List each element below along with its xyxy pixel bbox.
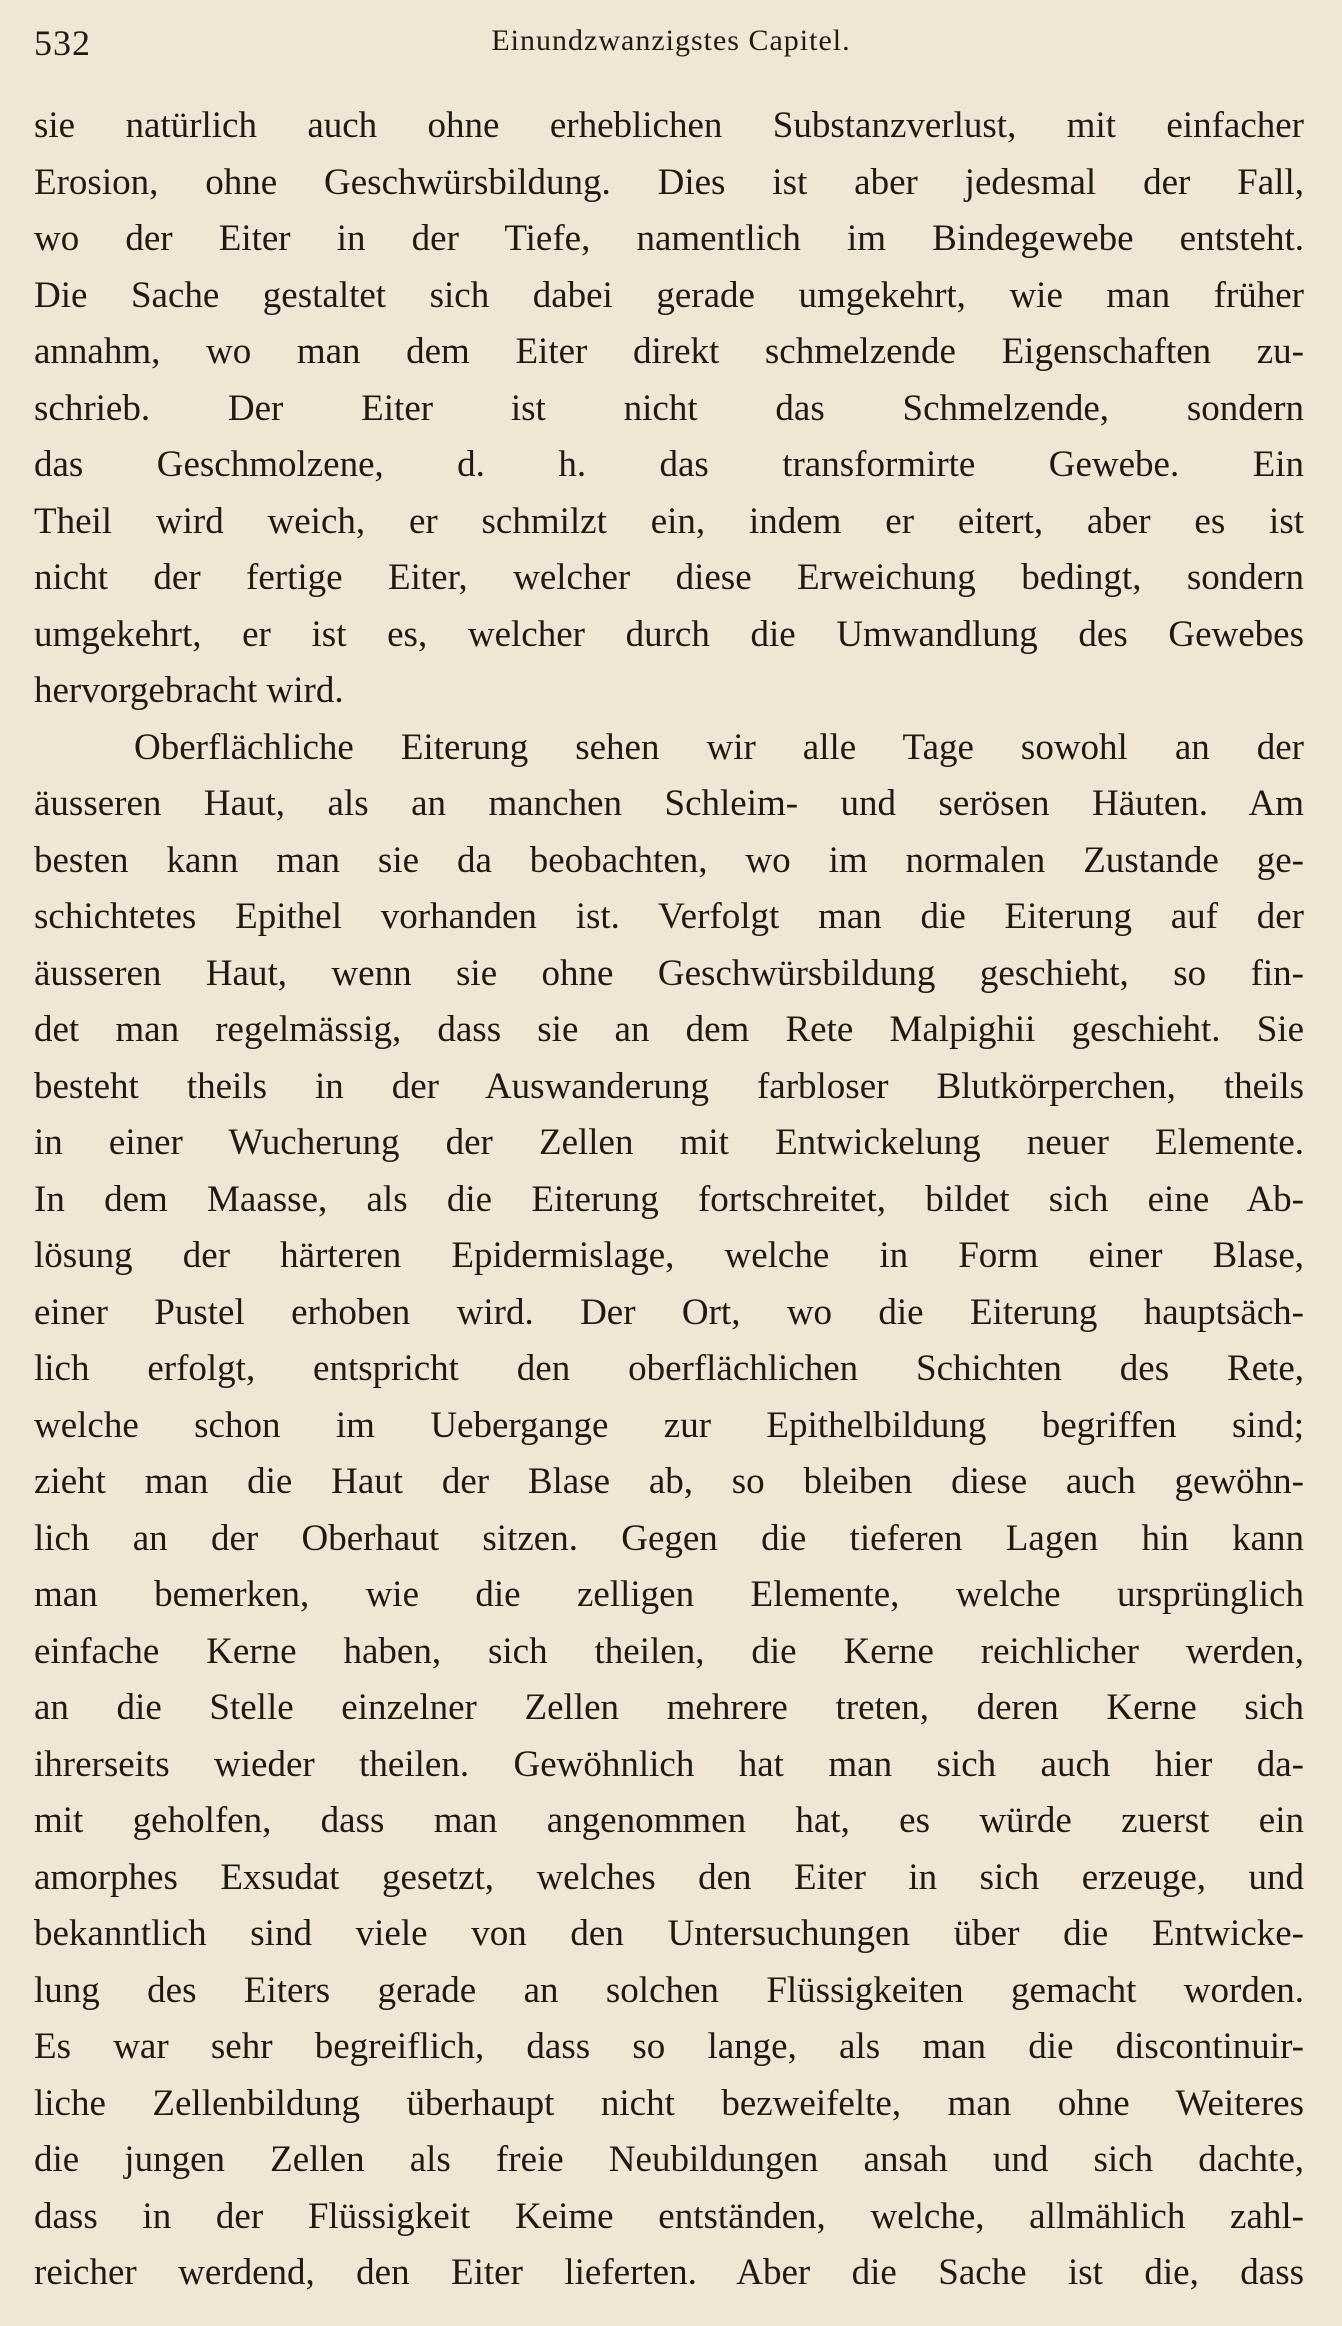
text-line: Die Sache gestaltet sich dabei gerade umgekehrt, wie man früher	[34, 274, 1304, 316]
text-line: schichtetes Epithel vorhanden ist. Verfolgt man die Eiterung auf der	[34, 896, 1304, 937]
running-title: Einundzwanzigstes Capitel.	[491, 24, 851, 57]
text-line: besteht theils in der Auswanderung farbloser Blutkörperchen, theils	[34, 1065, 1304, 1107]
page-number: 532	[34, 23, 91, 63]
text-line: zieht man die Haut der Blase ab, so bleiben diese auch gewöhn-	[34, 1461, 1304, 1502]
text-line: In dem Maasse, als die Eiterung fortschreitet, bildet sich eine Ab-	[34, 1178, 1304, 1220]
text-line: welche schon im Uebergange zur Epithelbildung begriffen sind;	[34, 1404, 1304, 1446]
text-line: einfache Kerne haben, sich theilen, die Kerne reichlicher werden,	[34, 1630, 1304, 1672]
text-line: nicht der fertige Eiter, welcher diese Erweichung bedingt, sondern	[34, 557, 1304, 598]
text-line: bekanntlich sind viele von den Untersuchungen über die Entwicke-	[34, 1913, 1304, 1954]
text-line: äusseren Haut, als an manchen Schleim- und serösen Häuten. Am	[34, 783, 1304, 824]
text-line: besten kann man sie da beobachten, wo im normalen Zustande ge-	[34, 839, 1304, 881]
text-line: in einer Wucherung der Zellen mit Entwickelung neuer Elemente.	[34, 1122, 1304, 1163]
text-line: Es war sehr begreiflich, dass so lange, als man die discontinuir-	[34, 2026, 1304, 2067]
text-line: Erosion, ohne Geschwürsbildung. Dies ist aber jedesmal der Fall,	[34, 161, 1304, 203]
text-line: ihrerseits wieder theilen. Gewöhnlich hat man sich auch hier da-	[34, 1743, 1304, 1785]
text-line: dass in der Flüssigkeit Keime entständen, welche, allmählich zahl-	[34, 2195, 1304, 2237]
text-line: liche Zellenbildung überhaupt nicht bezweifelte, man ohne Weiteres	[34, 2082, 1304, 2124]
body-text	[34, 98, 1304, 2302]
text-line: äusseren Haut, wenn sie ohne Geschwürsbildung geschieht, so fin-	[34, 952, 1304, 994]
text-line: die jungen Zellen als freie Neubildungen ansah und sich dachte,	[34, 2139, 1304, 2180]
text-line: Oberflächliche Eiterung sehen wir alle Tage sowohl an der	[134, 726, 1304, 768]
text-line: lich erfolgt, entspricht den oberflächlichen Schichten des Rete,	[34, 1348, 1304, 1389]
text-line: das Geschmolzene, d. h. das transformirte Gewebe. Ein	[34, 444, 1304, 485]
text-line: mit geholfen, dass man angenommen hat, es würde zuerst ein	[34, 1800, 1304, 1841]
text-line: wo der Eiter in der Tiefe, namentlich im Bindegewebe entsteht.	[34, 218, 1304, 259]
page-header	[34, 12, 1308, 72]
text-line: amorphes Exsudat gesetzt, welches den Eiter in sich erzeuge, und	[34, 1856, 1304, 1898]
text-line: lich an der Oberhaut sitzen. Gegen die tieferen Lagen hin kann	[34, 1517, 1304, 1559]
text-line: umgekehrt, er ist es, welcher durch die Umwandlung des Gewebes	[34, 613, 1304, 655]
text-line: det man regelmässig, dass sie an dem Rete Malpighii geschieht. Sie	[34, 1009, 1304, 1050]
text-line: reicher werdend, den Eiter lieferten. Aber die Sache ist die, dass	[34, 2252, 1304, 2293]
text-line: man bemerken, wie die zelligen Elemente, welche ursprünglich	[34, 1574, 1304, 1615]
text-line: schrieb. Der Eiter ist nicht das Schmelzende, sondern	[34, 387, 1304, 429]
text-line: an die Stelle einzelner Zellen mehrere treten, deren Kerne sich	[34, 1687, 1304, 1728]
text-line: Theil wird weich, er schmilzt ein, indem er eitert, aber es ist	[34, 500, 1304, 542]
text-line: annahm, wo man dem Eiter direkt schmelzende Eigenschaften zu-	[34, 331, 1304, 372]
text-line: sie natürlich auch ohne erheblichen Substanzverlust, mit einfacher	[34, 105, 1304, 146]
text-line: lung des Eiters gerade an solchen Flüssigkeiten gemacht worden.	[34, 1969, 1304, 2011]
text-line: einer Pustel erhoben wird. Der Ort, wo die Eiterung hauptsäch-	[34, 1291, 1304, 1333]
text-line: hervorgebracht wird.	[34, 670, 344, 711]
text-line: lösung der härteren Epidermislage, welche in Form einer Blase,	[34, 1235, 1304, 1276]
